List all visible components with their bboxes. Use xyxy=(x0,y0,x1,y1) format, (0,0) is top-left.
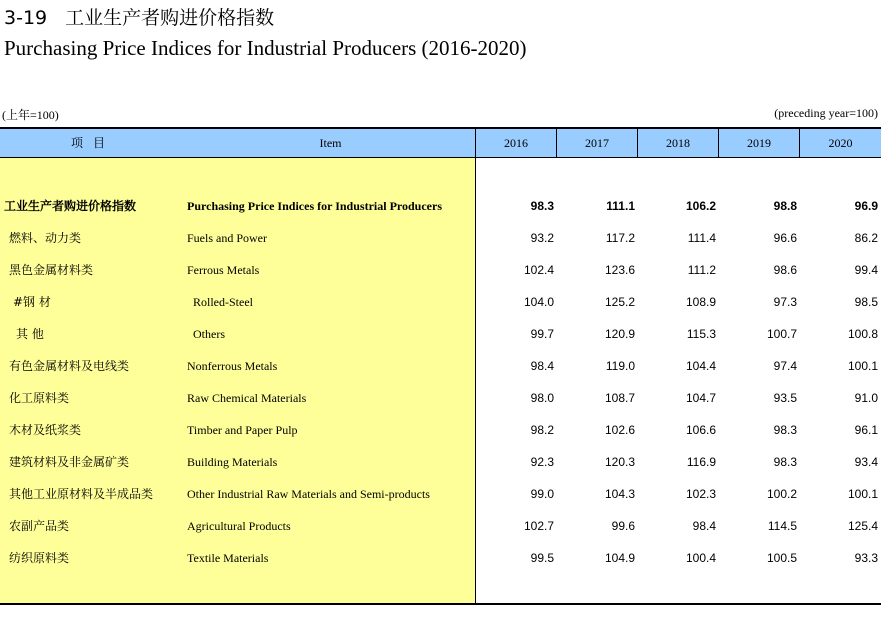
value-2016: 99.7 xyxy=(530,327,554,341)
value-2020: 96.1 xyxy=(854,423,878,437)
value-2019: 114.5 xyxy=(767,519,797,533)
value-2016: 104.0 xyxy=(523,295,554,309)
value-2018: 115.3 xyxy=(686,327,716,341)
value-2019: 100.5 xyxy=(766,551,797,565)
value-2020: 100.8 xyxy=(847,327,878,341)
value-2018: 108.9 xyxy=(685,295,716,309)
row-label-cn: 其 他 xyxy=(16,327,44,341)
table-row xyxy=(0,542,881,574)
header-year-2016: 2016 xyxy=(504,136,528,150)
value-2019: 93.5 xyxy=(773,391,797,405)
row-label-cn: 纺织原料类 xyxy=(9,551,70,565)
value-2017: 123.6 xyxy=(604,263,635,277)
value-2017: 108.7 xyxy=(604,391,635,405)
value-2016: 102.4 xyxy=(523,263,554,277)
table-title-en: Purchasing Price Indices for Industrial Producers (2016-2020) xyxy=(4,36,527,60)
value-2020: 99.4 xyxy=(854,263,878,277)
value-2019: 100.7 xyxy=(766,327,797,341)
value-2017: 117.2 xyxy=(605,231,635,245)
table-bottom-rule xyxy=(0,603,881,605)
value-2020: 93.3 xyxy=(854,551,878,565)
table-title-cn xyxy=(4,3,274,30)
table-row xyxy=(0,510,881,542)
value-2019: 98.6 xyxy=(773,263,797,277)
value-2016: 93.2 xyxy=(530,231,554,245)
value-2020: 98.5 xyxy=(854,295,878,309)
value-2020: 125.4 xyxy=(847,519,878,533)
value-2017: 99.6 xyxy=(611,519,635,533)
value-2017: 120.9 xyxy=(604,327,635,341)
value-2018: 111.4 xyxy=(687,231,716,245)
value-2016: 98.0 xyxy=(530,391,554,405)
value-2016: 102.7 xyxy=(523,519,554,533)
value-2018: 100.4 xyxy=(685,551,716,565)
value-2016: 98.2 xyxy=(530,423,554,437)
row-label-en: Others xyxy=(193,327,225,341)
value-2016: 92.3 xyxy=(530,455,554,469)
header-year-2018: 2018 xyxy=(666,136,690,150)
row-label-cn: 其他工业原材料及半成品类 xyxy=(9,487,154,501)
value-2019: 100.2 xyxy=(766,487,797,501)
header-year-2020: 2020 xyxy=(828,136,853,150)
value-2020: 100.1 xyxy=(847,359,878,373)
row-label-cn: 燃料、动力类 xyxy=(9,231,82,245)
row-label-en: Agricultural Products xyxy=(187,519,291,533)
value-2017: 104.9 xyxy=(604,551,635,565)
value-2020: 100.1 xyxy=(847,487,878,501)
row-label-cn: 工业生产者购进价格指数 xyxy=(4,199,137,213)
table-row xyxy=(0,286,881,318)
value-2020: 96.9 xyxy=(854,199,878,213)
row-label-en: Ferrous Metals xyxy=(187,263,260,277)
table-row xyxy=(0,382,881,414)
value-2019: 97.3 xyxy=(773,295,797,309)
value-2020: 93.4 xyxy=(854,455,878,469)
row-label-en: Nonferrous Metals xyxy=(187,359,278,373)
value-2017: 119.0 xyxy=(605,359,635,373)
unit-note-en: (preceding year=100) xyxy=(774,106,878,120)
value-2018: 104.4 xyxy=(685,359,716,373)
value-2018: 102.3 xyxy=(685,487,716,501)
table-number: 3-19 xyxy=(4,7,48,29)
header-item-cn: 项目 xyxy=(70,136,115,150)
row-label-en: Textile Materials xyxy=(187,551,269,565)
unit-note-cn: (上年=100) xyxy=(2,108,59,122)
value-2018: 111.2 xyxy=(687,263,716,277)
value-2017: 111.1 xyxy=(606,199,635,213)
row-label-en: Building Materials xyxy=(187,455,278,469)
row-label-cn: 黑色金属材料类 xyxy=(9,263,94,277)
row-label-en: Fuels and Power xyxy=(187,231,267,245)
value-2018: 106.2 xyxy=(685,199,716,213)
value-2016: 98.4 xyxy=(530,359,554,373)
value-2019: 98.8 xyxy=(773,199,797,213)
value-2019: 98.3 xyxy=(773,455,797,469)
header-year-2017: 2017 xyxy=(585,136,609,150)
row-label-en: Raw Chemical Materials xyxy=(187,391,307,405)
header-item-en: Item xyxy=(319,136,342,150)
value-2020: 91.0 xyxy=(854,391,878,405)
value-2017: 104.3 xyxy=(604,487,635,501)
row-label-en: Purchasing Price Indices for Industrial Producers xyxy=(187,199,442,213)
value-2016: 99.0 xyxy=(530,487,554,501)
row-label-cn: #钢 材 xyxy=(13,295,51,309)
table-row xyxy=(0,414,881,446)
table-row-total xyxy=(0,190,881,222)
row-label-cn: 化工原料类 xyxy=(9,391,70,405)
value-2017: 125.2 xyxy=(604,295,635,309)
table-row xyxy=(0,254,881,286)
table-row xyxy=(0,222,881,254)
value-2017: 120.3 xyxy=(604,455,635,469)
title-cn-text: 工业生产者购进价格指数 xyxy=(65,7,275,29)
value-2016: 99.5 xyxy=(530,551,554,565)
table-row xyxy=(0,350,881,382)
value-2016: 98.3 xyxy=(530,199,554,213)
value-2018: 116.9 xyxy=(686,455,716,469)
value-2017: 102.6 xyxy=(604,423,635,437)
value-2019: 97.4 xyxy=(773,359,797,373)
table-row xyxy=(0,478,881,510)
row-label-en: Rolled-Steel xyxy=(193,295,253,309)
row-label-cn: 建筑材料及非金属矿类 xyxy=(9,455,130,469)
row-label-cn: 农副产品类 xyxy=(9,519,70,533)
value-2018: 106.6 xyxy=(685,423,716,437)
value-2019: 96.6 xyxy=(773,231,797,245)
header-year-2019: 2019 xyxy=(747,136,771,150)
row-label-en: Other Industrial Raw Materials and Semi-products xyxy=(187,487,430,501)
row-label-cn: 木材及纸浆类 xyxy=(9,423,82,437)
row-label-en: Timber and Paper Pulp xyxy=(187,423,298,437)
value-2018: 104.7 xyxy=(685,391,716,405)
value-2020: 86.2 xyxy=(854,231,878,245)
value-2019: 98.3 xyxy=(773,423,797,437)
value-2018: 98.4 xyxy=(692,519,716,533)
table-header xyxy=(0,129,881,158)
row-label-cn: 有色金属材料及电线类 xyxy=(9,359,130,373)
table-row xyxy=(0,446,881,478)
table-row xyxy=(0,318,881,350)
